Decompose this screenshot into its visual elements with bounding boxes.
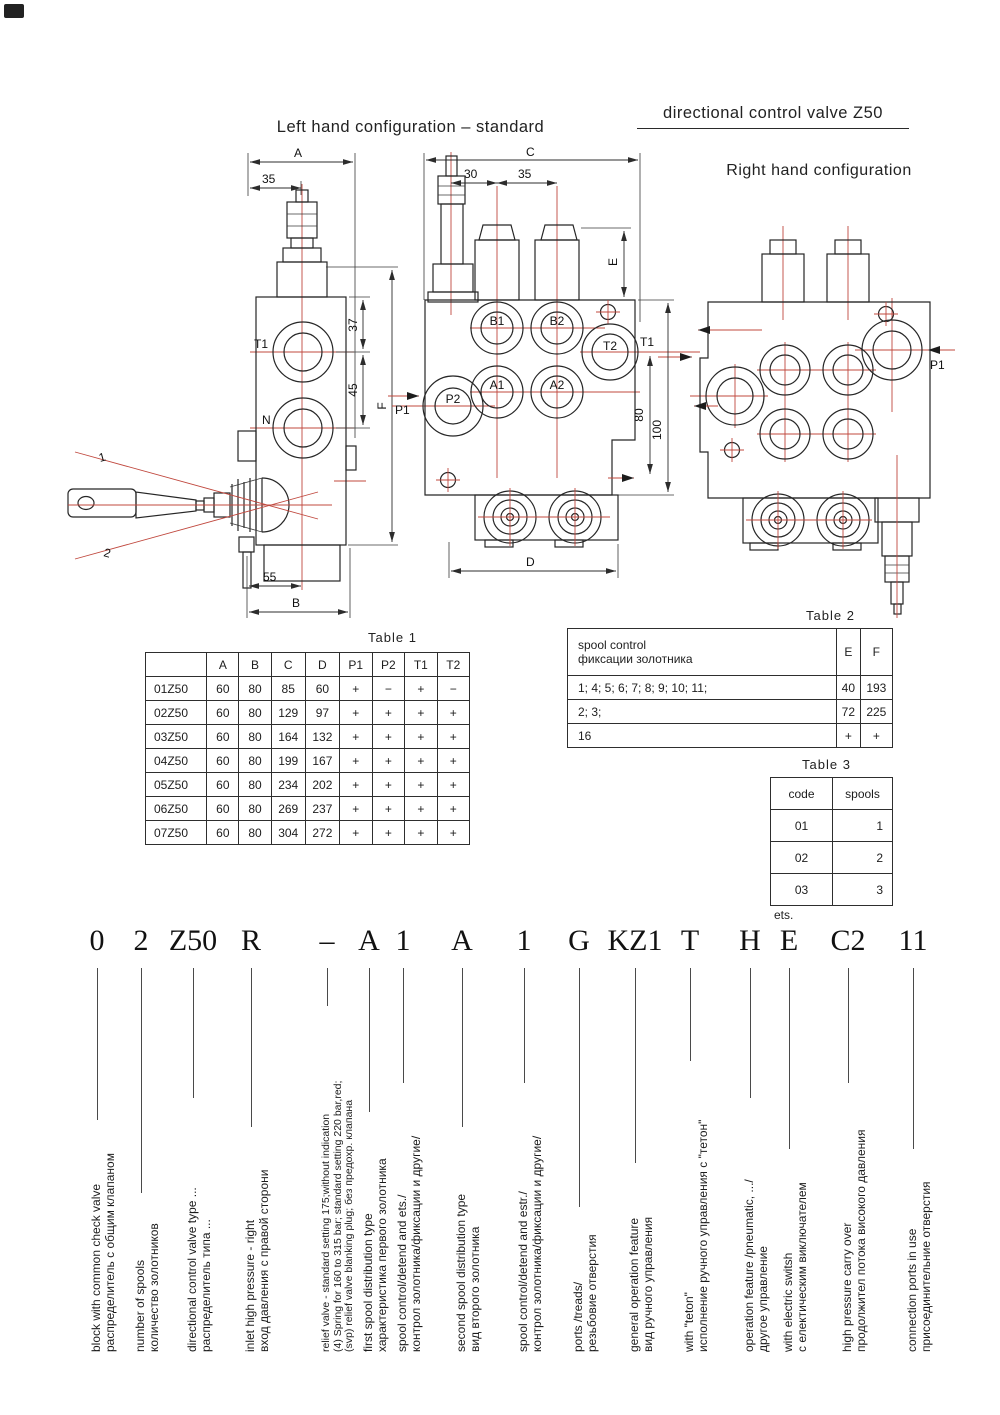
- label-line-en: general operation feature: [627, 1217, 641, 1352]
- leader-line: [913, 968, 914, 1149]
- label-line-en: spool control/detend and estr./: [516, 1191, 530, 1352]
- label-line-ru: количество золотников: [146, 1223, 161, 1352]
- table-cell: 272: [305, 821, 339, 845]
- label-line-en: number of spools: [133, 1259, 147, 1352]
- table-cell: 97: [305, 701, 339, 725]
- leader-line: [369, 968, 370, 1112]
- table-cell: +: [339, 797, 372, 821]
- dim-d-label: D: [526, 555, 535, 569]
- lever-position-2: 2: [102, 545, 113, 561]
- part-code-5: A: [358, 924, 380, 957]
- dim-55-label: 55: [263, 570, 277, 584]
- leader-line: [635, 968, 636, 1163]
- label-line-en: ports /treads/: [571, 1281, 585, 1352]
- dim-e-label: E: [606, 257, 620, 267]
- table-cell: 60: [207, 773, 239, 797]
- table2: [567, 628, 893, 748]
- lever-position-1: 1: [97, 449, 108, 465]
- table-cell: 03Z50: [146, 725, 207, 749]
- table-cell: +: [405, 749, 437, 773]
- leader-line: [327, 968, 328, 1006]
- table-cell: 80: [239, 725, 271, 749]
- ets-note: ets.: [774, 908, 794, 922]
- port-t2-label: T2: [602, 339, 618, 353]
- port-p2-label: P2: [445, 392, 461, 406]
- dim-a-label: A: [294, 146, 303, 160]
- dim-35-label: 35: [262, 172, 276, 186]
- table-cell: 01Z50: [146, 677, 207, 701]
- table-cell: 16: [568, 724, 837, 748]
- table2-header-e: E: [837, 629, 861, 676]
- table-cell: 72: [837, 700, 861, 724]
- part-label-12: [743, 1179, 770, 1352]
- table-row: [771, 778, 893, 810]
- label-line-en: with "teton": [682, 1292, 696, 1352]
- part-label-0: [90, 1153, 117, 1352]
- table-cell: 80: [239, 677, 271, 701]
- label-line-en: second spool distribution type: [454, 1193, 468, 1352]
- leader-line: [690, 968, 691, 1061]
- part-code-3: R: [240, 924, 262, 957]
- dim-f-label: F: [375, 402, 389, 410]
- table-cell: D: [305, 653, 339, 677]
- leader-line: [524, 968, 525, 1083]
- label-line-ru: (svp) relief valve blanking plug; без предохр. клапана: [343, 1099, 355, 1352]
- table-cell: T2: [437, 653, 469, 677]
- label-line-en: operation feature /pneumatic, .../: [742, 1179, 756, 1352]
- table-cell: C: [271, 653, 305, 677]
- doc-title: directional control valve Z50: [637, 104, 909, 129]
- dim-b-label: B: [292, 596, 301, 610]
- label-line-ru: контрол золотника/фиксации и другие/: [529, 1135, 544, 1352]
- dim-35b-label: 35: [518, 167, 532, 181]
- dim-80-label: 80: [632, 408, 646, 422]
- part-code-9: G: [568, 924, 590, 957]
- leader-line: [141, 968, 142, 1193]
- part-code-1: 2: [133, 924, 149, 957]
- table-cell: +: [437, 773, 469, 797]
- dim-100-label: 100: [650, 419, 664, 441]
- label-line-ru: исполнение ручного управления с "тетон": [695, 1119, 710, 1352]
- t1-arrow-label: T1: [640, 335, 655, 349]
- table-cell: 1; 4; 5; 6; 7; 8; 9; 10; 11;: [568, 676, 837, 700]
- leader-line: [462, 968, 463, 1127]
- label-line-ru: присоединительние отверстия: [918, 1181, 933, 1352]
- table-cell: B: [239, 653, 271, 677]
- dim-45-label: 45: [346, 383, 360, 397]
- part-label-9: [572, 1234, 599, 1352]
- table-cell: spools: [833, 778, 893, 810]
- table-cell: 06Z50: [146, 797, 207, 821]
- dim-30-label: 30: [464, 167, 478, 181]
- label-line-ru: вход давления с правой сторони: [256, 1169, 271, 1352]
- table-cell: 80: [239, 821, 271, 845]
- table-cell: +: [372, 701, 405, 725]
- part-label-6: [396, 1136, 423, 1352]
- table-row: [146, 701, 470, 725]
- table-cell: 60: [207, 749, 239, 773]
- part-label-5: [362, 1158, 389, 1352]
- table-cell: [146, 653, 207, 677]
- table-cell: 03: [771, 874, 833, 906]
- label-line-en: first spool distribution type: [361, 1213, 375, 1352]
- leader-line: [848, 968, 849, 1083]
- center-valve-drawing: [388, 145, 700, 578]
- table-cell: 60: [207, 677, 239, 701]
- table-cell: +: [405, 701, 437, 725]
- table-cell: +: [339, 749, 372, 773]
- table-cell: +: [372, 797, 405, 821]
- table-cell: A: [207, 653, 239, 677]
- table-cell: 07Z50: [146, 821, 207, 845]
- label-line-en: high pressure carry over: [840, 1222, 854, 1352]
- table-cell: +: [339, 821, 372, 845]
- table-cell: 60: [207, 797, 239, 821]
- part-label-8: [517, 1136, 544, 1352]
- table-cell: +: [437, 749, 469, 773]
- table-cell: 2; 3;: [568, 700, 837, 724]
- part-code-15: 11: [898, 924, 928, 957]
- table-cell: −: [372, 677, 405, 701]
- table-cell: 2: [833, 842, 893, 874]
- part-code-7: A: [451, 924, 473, 957]
- right-p1-label: P1: [930, 358, 945, 372]
- leader-line: [750, 968, 751, 1098]
- left-config-title: Left hand configuration – standard: [276, 118, 545, 136]
- table-row: [568, 676, 893, 700]
- part-label-10: [628, 1217, 655, 1352]
- port-t1-label: T1: [254, 337, 269, 351]
- table-cell: 60: [207, 725, 239, 749]
- leader-line: [251, 968, 252, 1127]
- table-cell: 02Z50: [146, 701, 207, 725]
- label-line-en: inlet high pressure - right: [243, 1219, 257, 1352]
- part-code-0: 0: [89, 924, 105, 957]
- table-cell: +: [372, 749, 405, 773]
- part-code-13: E: [779, 924, 799, 957]
- label-line-ru: с електическим виключателем: [794, 1182, 809, 1352]
- leader-line: [579, 968, 580, 1207]
- table-cell: 60: [207, 701, 239, 725]
- table-cell: +: [405, 677, 437, 701]
- table-cell: 164: [271, 725, 305, 749]
- table-cell: +: [339, 677, 372, 701]
- dim-c-label: C: [526, 145, 535, 159]
- table-row: [146, 773, 470, 797]
- label-line-en: spool control/detend and ets./: [395, 1194, 409, 1352]
- leader-line: [789, 968, 790, 1149]
- table-row: [568, 724, 893, 748]
- table-cell: +: [437, 725, 469, 749]
- table-cell: 304: [271, 821, 305, 845]
- table1: [145, 652, 470, 845]
- label-line-ru: распределитель с общим клапаном: [102, 1153, 117, 1352]
- table3: [770, 777, 893, 906]
- table-cell: T1: [405, 653, 437, 677]
- table-cell: +: [372, 821, 405, 845]
- right-config-title: Right hand configuration: [726, 162, 912, 179]
- table-cell: 3: [833, 874, 893, 906]
- port-b2-label: B2: [549, 314, 565, 328]
- table-row: [568, 700, 893, 724]
- p1-arrow-label: P1: [395, 403, 410, 417]
- table2-header-f: F: [860, 629, 892, 676]
- table2-header-spool-control: spool control фиксации золотника: [568, 629, 837, 676]
- label-line-ru: характеристика первого золотника: [374, 1158, 389, 1352]
- label-line-ru: продолжител потока високого давления: [853, 1129, 868, 1352]
- right-valve-drawing: [690, 226, 955, 618]
- part-label-13: [782, 1182, 809, 1352]
- table-cell: +: [405, 797, 437, 821]
- part-code-4: –: [319, 924, 335, 957]
- table-cell: code: [771, 778, 833, 810]
- table-cell: 234: [271, 773, 305, 797]
- valve-drawings: [0, 0, 1000, 640]
- table-row: [146, 653, 470, 677]
- table-cell: +: [339, 701, 372, 725]
- table-cell: 01: [771, 810, 833, 842]
- table-cell: +: [339, 725, 372, 749]
- table-cell: +: [339, 773, 372, 797]
- table-cell: +: [437, 797, 469, 821]
- table-cell: 02: [771, 842, 833, 874]
- table-row: [146, 725, 470, 749]
- port-a2-label: A2: [549, 378, 565, 392]
- part-label-3: [244, 1170, 271, 1352]
- table-row: [146, 677, 470, 701]
- table-cell: 269: [271, 797, 305, 821]
- table-cell: 85: [271, 677, 305, 701]
- table-cell: 80: [239, 773, 271, 797]
- table-row: [146, 749, 470, 773]
- part-label-14: [841, 1129, 868, 1352]
- table-cell: 80: [239, 749, 271, 773]
- table-cell: 199: [271, 749, 305, 773]
- table-cell: +: [372, 773, 405, 797]
- table-cell: 04Z50: [146, 749, 207, 773]
- part-code-8: 1: [516, 924, 532, 957]
- table-row: [146, 797, 470, 821]
- table-cell: +: [437, 701, 469, 725]
- part-label-15: [906, 1181, 933, 1352]
- table-cell: 225: [860, 700, 892, 724]
- part-code-10: KZ1: [607, 924, 663, 957]
- part-label-2: [186, 1187, 213, 1352]
- table-cell: 60: [207, 821, 239, 845]
- table-row: [146, 821, 470, 845]
- label-line-ru: распределитель типа ...: [198, 1219, 213, 1352]
- table-cell: 1: [833, 810, 893, 842]
- leader-line: [403, 968, 404, 1083]
- table-cell: +: [372, 725, 405, 749]
- left-valve-drawing: [68, 146, 398, 618]
- table-cell: +: [405, 725, 437, 749]
- part-code-14: C2: [830, 924, 866, 957]
- label-line-ru: контрол золотника/фиксации и другие/: [408, 1135, 423, 1352]
- part-code-2: Z50: [168, 924, 218, 957]
- table-cell: P2: [372, 653, 405, 677]
- leader-line: [97, 968, 98, 1120]
- table-cell: 05Z50: [146, 773, 207, 797]
- table-cell: 167: [305, 749, 339, 773]
- port-b1-label: B1: [489, 314, 505, 328]
- table3-title: Table 3: [802, 757, 851, 772]
- table-cell: 193: [860, 676, 892, 700]
- part-label-7: [455, 1194, 482, 1352]
- table-cell: 237: [305, 797, 339, 821]
- part-label-1: [134, 1223, 161, 1352]
- table-row: [771, 874, 893, 906]
- table-cell: P1: [339, 653, 372, 677]
- table1-title: Table 1: [368, 630, 417, 645]
- part-label-11: [683, 1120, 710, 1352]
- label-line-en: block with common check valve: [89, 1183, 103, 1352]
- label-line-en2: (4) Spring for 160 to 315 bar; standard setting 220 bar,red;: [331, 1080, 344, 1352]
- label-line-en: relief valve - standard setting 175;without indication: [320, 1113, 332, 1352]
- table-cell: +: [837, 724, 861, 748]
- label-line-ru: резьбовие отверстия: [584, 1234, 599, 1352]
- table-row: [771, 842, 893, 874]
- dim-37-label: 37: [346, 318, 360, 332]
- table-cell: +: [437, 821, 469, 845]
- label-line-en: with electric switsh: [781, 1252, 795, 1352]
- table-cell: 80: [239, 797, 271, 821]
- table-cell: 132: [305, 725, 339, 749]
- table-cell: +: [405, 821, 437, 845]
- part-code-6: 1: [395, 924, 411, 957]
- label-line-ru: вид второго золотника: [467, 1226, 482, 1352]
- table-cell: −: [437, 677, 469, 701]
- label-line-en: directional control valve type ...: [185, 1187, 199, 1352]
- table-cell: 129: [271, 701, 305, 725]
- port-n-label: N: [262, 413, 271, 427]
- table-cell: +: [405, 773, 437, 797]
- table-cell: +: [860, 724, 892, 748]
- label-line-ru: другое управление: [755, 1246, 770, 1352]
- table-cell: 40: [837, 676, 861, 700]
- part-code-12: H: [739, 924, 761, 957]
- table-cell: 202: [305, 773, 339, 797]
- part-code-11: T: [680, 924, 700, 957]
- table-row: [771, 810, 893, 842]
- label-line-en: connection ports in use: [905, 1228, 919, 1352]
- label-line-ru: вид ручного управления: [640, 1216, 655, 1352]
- leader-line: [193, 968, 194, 1098]
- table2-title: Table 2: [806, 608, 855, 623]
- table-cell: 60: [305, 677, 339, 701]
- part-label-4: [321, 1081, 356, 1352]
- port-a1-label: A1: [489, 378, 505, 392]
- table-cell: 80: [239, 701, 271, 725]
